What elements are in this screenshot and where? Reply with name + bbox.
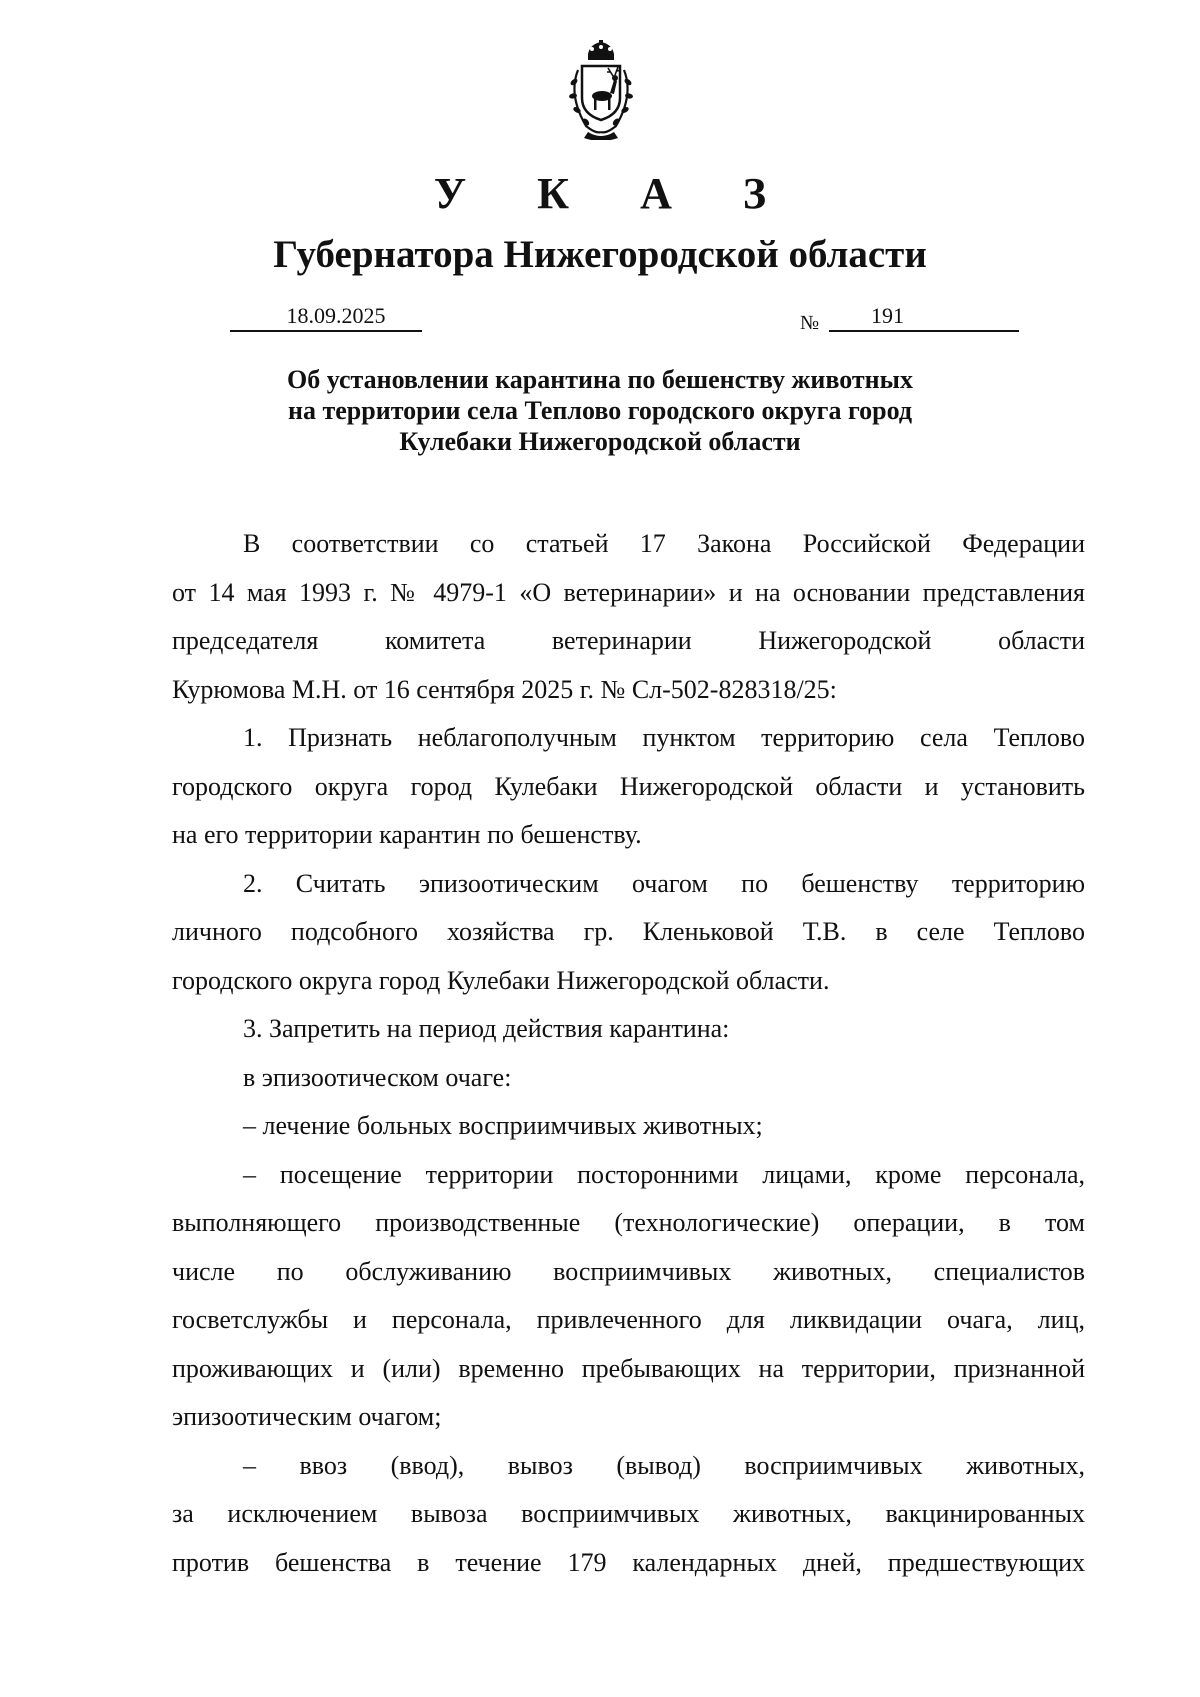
title-line: на территории села Теплово городского округа город — [288, 396, 912, 425]
document-body — [172, 520, 1085, 1587]
decree-heading: У К А З — [433, 169, 797, 218]
body-line: за исключением вывоза восприимчивых животных, вакцинированных — [172, 1499, 1085, 1528]
body-line: против бешенства в течение 179 календарных дней, предшествующих — [172, 1547, 1085, 1577]
coat-of-arms-icon — [566, 40, 636, 140]
body-line: – ввоз (ввод), вывоз (вывод) восприимчивых животных, — [243, 1450, 1085, 1480]
body-line: госветслужбы и персонала, привлеченного для ликвидации очага, лиц, — [172, 1305, 1085, 1334]
document-title — [0, 364, 1200, 457]
body-line: 1. Признать неблагополучным пунктом территорию села Теплово — [243, 723, 1085, 752]
body-line: – лечение больных восприимчивых животных; — [243, 1111, 763, 1140]
title-line: Об установлении карантина по бешенству животных — [287, 365, 913, 394]
issuer-heading: Губернатора Нижегородской области — [273, 233, 927, 276]
body-line: эпизоотическим очагом; — [172, 1402, 442, 1431]
body-line: от 14 мая 1993 г. № 4979-1 «О ветеринарии» и на основании представления — [172, 577, 1085, 607]
body-line: проживающих и (или) временно пребывающих на территории, признанной — [172, 1353, 1085, 1383]
body-line: выполняющего производственные (технологические) операции, в том — [172, 1208, 1085, 1237]
body-line: 2. Считать эпизоотическим очагом по бешенству территорию — [243, 868, 1085, 898]
body-line: Курюмова М.Н. от 16 сентября 2025 г. № Сл-502-828318/25: — [172, 674, 837, 704]
decree-number: 191 — [829, 303, 1019, 332]
body-line: В соответствии со статьей 17 Закона Российской Федерации — [243, 529, 1085, 558]
body-line: – посещение территории посторонними лицами, кроме персонала, — [243, 1159, 1085, 1189]
body-line: личного подсобного хозяйства гр. Кленьковой Т.В. в селе Теплово — [172, 917, 1085, 946]
body-line: числе по обслуживанию восприимчивых животных, специалистов — [172, 1256, 1085, 1286]
body-line: городского округа город Кулебаки Нижегородской области и установить — [172, 771, 1085, 801]
number-sign: № — [800, 312, 820, 334]
body-line: 3. Запретить на период действия карантина: — [243, 1014, 730, 1043]
body-line: городского округа город Кулебаки Нижегородской области. — [172, 965, 830, 995]
body-line: председателя комитета ветеринарии Нижегородской области — [172, 626, 1085, 655]
body-line: на его территории карантин по бешенству. — [172, 820, 642, 849]
title-line: Кулебаки Нижегородской области — [399, 427, 801, 456]
body-line: в эпизоотическом очаге: — [243, 1062, 512, 1092]
decree-date: 18.09.2025 — [230, 303, 422, 332]
